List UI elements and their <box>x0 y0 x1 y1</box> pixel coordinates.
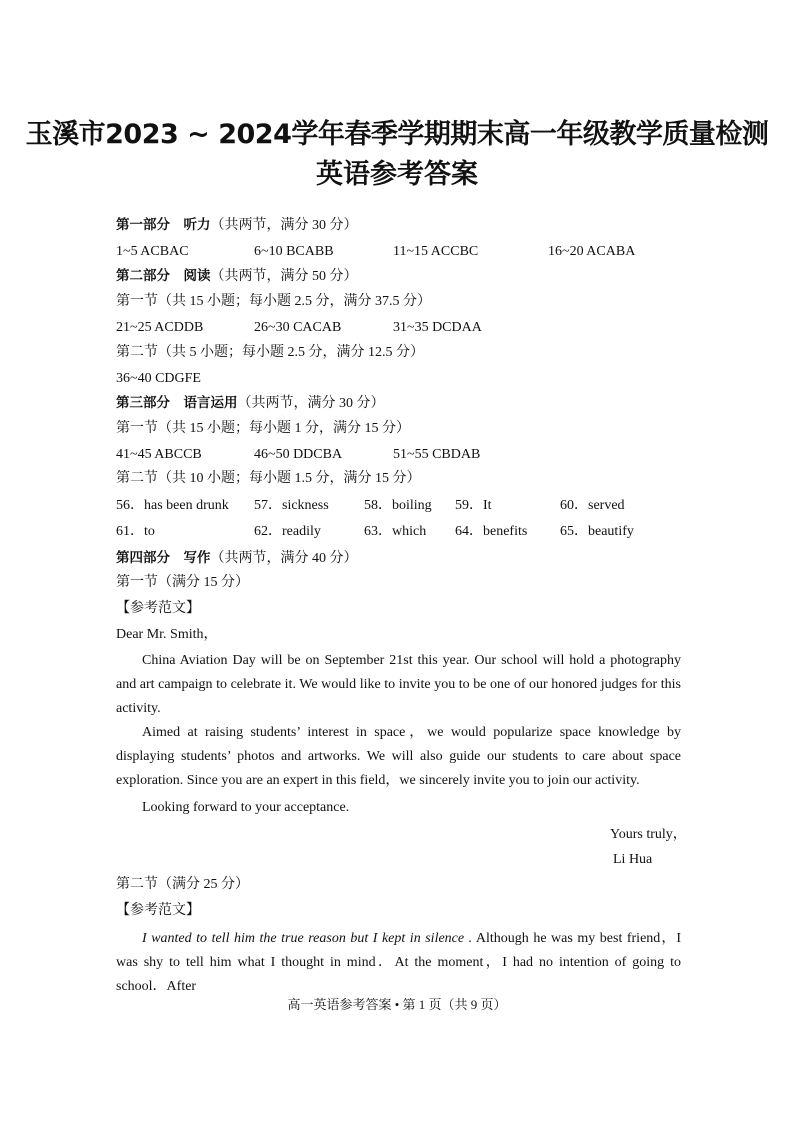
letter-paragraph: Aimed at raising students’ interest in space，we would popularize space knowledge by displaying students’ photos and artworks. We will also guide our students to care about space exploration. Since you are an expert in this field，we sincerely invite you to join our activity. <box>116 725 681 788</box>
section-label: 第一节（共 15 小题；每小题 2.5 分，满分 37.5 分） <box>116 294 431 309</box>
part4-header <box>116 549 358 568</box>
sample-label: 【参考范文】 <box>116 903 200 918</box>
answer-group: 16~20 ACABA <box>548 244 636 259</box>
sample-label: 【参考范文】 <box>116 601 200 616</box>
story-paragraph <box>116 927 681 999</box>
part3-note: （共两节，满分 30 分） <box>237 396 385 411</box>
letter-paragraph: Looking forward to your acceptance. <box>142 800 350 815</box>
part2-heading: 第二部分 阅读 <box>116 268 211 284</box>
answer-group: 31~35 DCDAA <box>393 320 482 335</box>
fill-answer: 63．which <box>364 524 427 539</box>
letter-paragraph: China Aviation Day will be on September 21st this year. Our school will hold a photography and art campaign to celebrate it. We would like to invite you to be one of our honored judges for this activity. <box>116 653 681 716</box>
doc-subtitle: 英语参考答案 <box>316 159 478 190</box>
part3-header <box>116 394 385 413</box>
answer-group: 6~10 BCABB <box>254 244 334 259</box>
answer-group: 11~15 ACCBC <box>393 244 479 259</box>
answer-group: 41~45 ABCCB <box>116 447 202 462</box>
part4-note: （共两节，满分 40 分） <box>210 551 358 566</box>
answer-group: 36~40 CDGFE <box>116 371 201 386</box>
story-continuation: Although he was my best friend，I was shy to tell him what I thought in mind．At the moment，I had no intention of going to school．After <box>116 931 682 994</box>
answer-group: 26~30 CACAB <box>254 320 342 335</box>
fill-answer: 64．benefits <box>455 524 528 539</box>
part1-note: （共两节，满分 30 分） <box>210 218 358 233</box>
answer-group: 46~50 DDCBA <box>254 447 343 462</box>
part3-heading: 第三部分 语言运用 <box>116 395 238 411</box>
letter-salutation: Dear Mr. Smith， <box>116 627 218 642</box>
answer-group: 1~5 ACBAC <box>116 244 189 259</box>
fill-answer: 57．sickness <box>254 498 329 513</box>
answer-group: 21~25 ACDDB <box>116 320 204 335</box>
answer-group: 51~55 CBDAB <box>393 447 481 462</box>
section-label: 第二节（共 10 小题；每小题 1.5 分，满分 15 分） <box>116 471 421 486</box>
doc-title: 玉溪市2023 ~ 2024学年春季学期期末高一年级教学质量检测 <box>25 119 769 150</box>
fill-answer: 62．readily <box>254 524 321 539</box>
fill-answer: 65．beautify <box>560 524 634 539</box>
letter-signature: Li Hua <box>613 852 653 867</box>
section-label: 第二节（共 5 小题；每小题 2.5 分，满分 12.5 分） <box>116 345 424 360</box>
fill-answer: 59．It <box>455 498 492 513</box>
fill-answer: 56．has been drunk <box>116 498 229 513</box>
fill-answer: 61．to <box>116 524 155 539</box>
letter-closing: Yours truly， <box>610 827 687 842</box>
part2-header <box>116 267 358 286</box>
section-label: 第一节（满分 15 分） <box>116 575 249 590</box>
story-opening-sentence: I wanted to tell him the true reason but I kept in silence . <box>142 931 473 946</box>
part2-note: （共两节，满分 50 分） <box>210 269 358 284</box>
part4-heading: 第四部分 写作 <box>116 550 211 566</box>
part1-heading: 第一部分 听力 <box>116 217 211 233</box>
fill-answer: 58．boiling <box>364 498 432 513</box>
section-label: 第二节（满分 25 分） <box>116 877 249 892</box>
page-footer: 高一英语参考答案 • 第 1 页（共 9 页） <box>287 997 507 1012</box>
fill-answer: 60．served <box>560 498 625 513</box>
part1-header <box>116 216 358 235</box>
section-label: 第一节（共 15 小题；每小题 1 分，满分 15 分） <box>116 421 410 436</box>
